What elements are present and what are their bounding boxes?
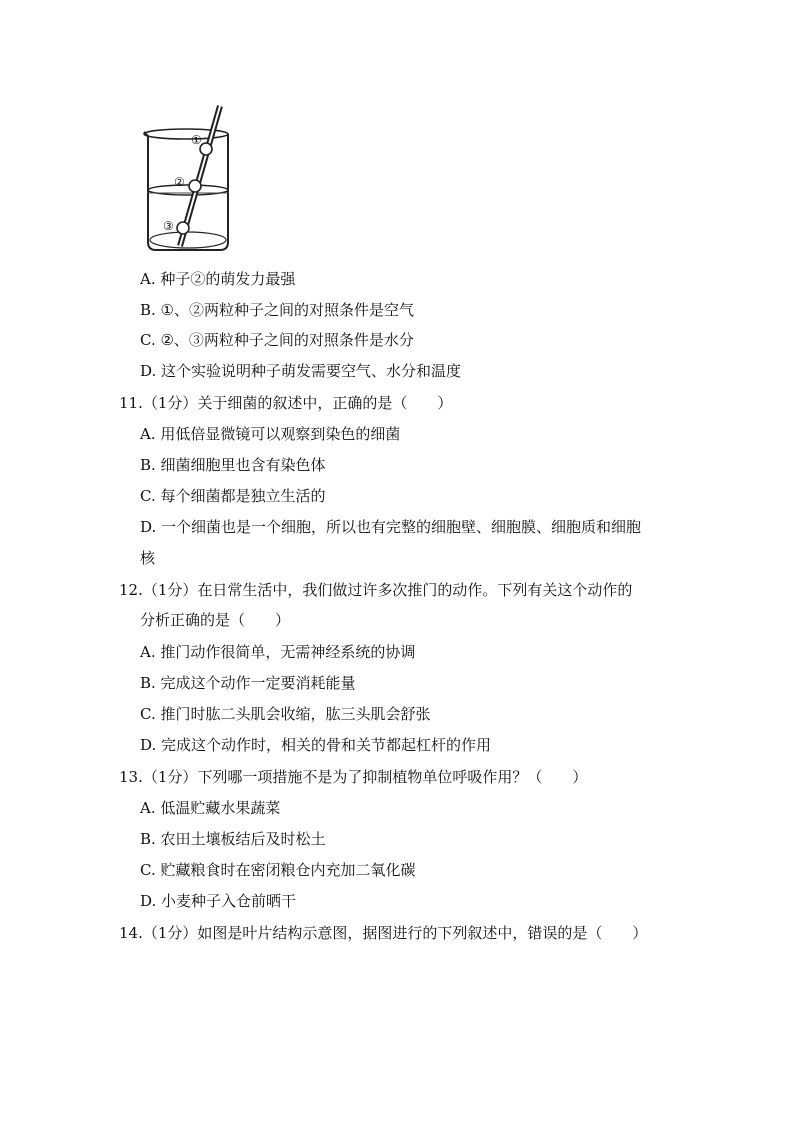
label-seed-1: ① (191, 133, 202, 147)
q13-stem: 13.（1分）下列哪一项措施不是为了抑制植物单位呼吸作用？（ ） (119, 768, 588, 786)
q10-option-b: B. ①、②两粒种子之间的对照条件是空气 (140, 301, 415, 319)
q13-option-d: D. 小麦种子入仓前晒干 (140, 892, 297, 910)
q12-option-b: B. 完成这个动作一定要消耗能量 (140, 674, 356, 692)
q11-option-a: A. 用低倍显微镜可以观察到染色的细菌 (140, 425, 401, 443)
label-seed-2: ② (174, 175, 185, 189)
q12-option-d: D. 完成这个动作时，相关的骨和关节都起杠杆的作用 (140, 736, 492, 754)
q11-stem: 11.（1分）关于细菌的叙述中，正确的是（ ） (119, 394, 453, 412)
q12-stem-line2: 分析正确的是（ ） (140, 611, 291, 629)
q11-option-d-cont: 核 (140, 549, 156, 567)
q13-option-a: A. 低温贮藏水果蔬菜 (140, 799, 281, 817)
q13-option-c: C. 贮藏粮食时在密闭粮仓内充加二氧化碳 (140, 861, 416, 879)
q11-option-d: D. 一个细菌也是一个细胞，所以也有完整的细胞壁、细胞膜、细胞质和细胞 (140, 518, 642, 536)
q12-option-a: A. 推门动作很简单，无需神经系统的协调 (140, 643, 416, 661)
q10-option-c: C. ②、③两粒种子之间的对照条件是水分 (140, 331, 414, 349)
beaker-seed-experiment-figure (136, 104, 236, 254)
label-seed-3: ③ (163, 219, 174, 233)
q10-option-d: D. 这个实验说明种子萌发需要空气、水分和温度 (140, 362, 462, 380)
q12-stem-line1: 12.（1分）在日常生活中，我们做过许多次推门的动作。下列有关这个动作的 (119, 581, 633, 599)
q10-option-a: A. 种子②的萌发力最强 (140, 270, 296, 288)
q14-stem: 14.（1分）如图是叶片结构示意图，据图进行的下列叙述中，错误的是（ ） (119, 924, 648, 942)
q13-option-b: B. 农田土壤板结后及时松土 (140, 830, 326, 848)
q12-option-c: C. 推门时肱二头肌会收缩，肱三头肌会舒张 (140, 705, 431, 723)
q11-option-c: C. 每个细菌都是独立生活的 (140, 487, 326, 505)
q11-option-b: B. 细菌细胞里也含有染色体 (140, 456, 326, 474)
